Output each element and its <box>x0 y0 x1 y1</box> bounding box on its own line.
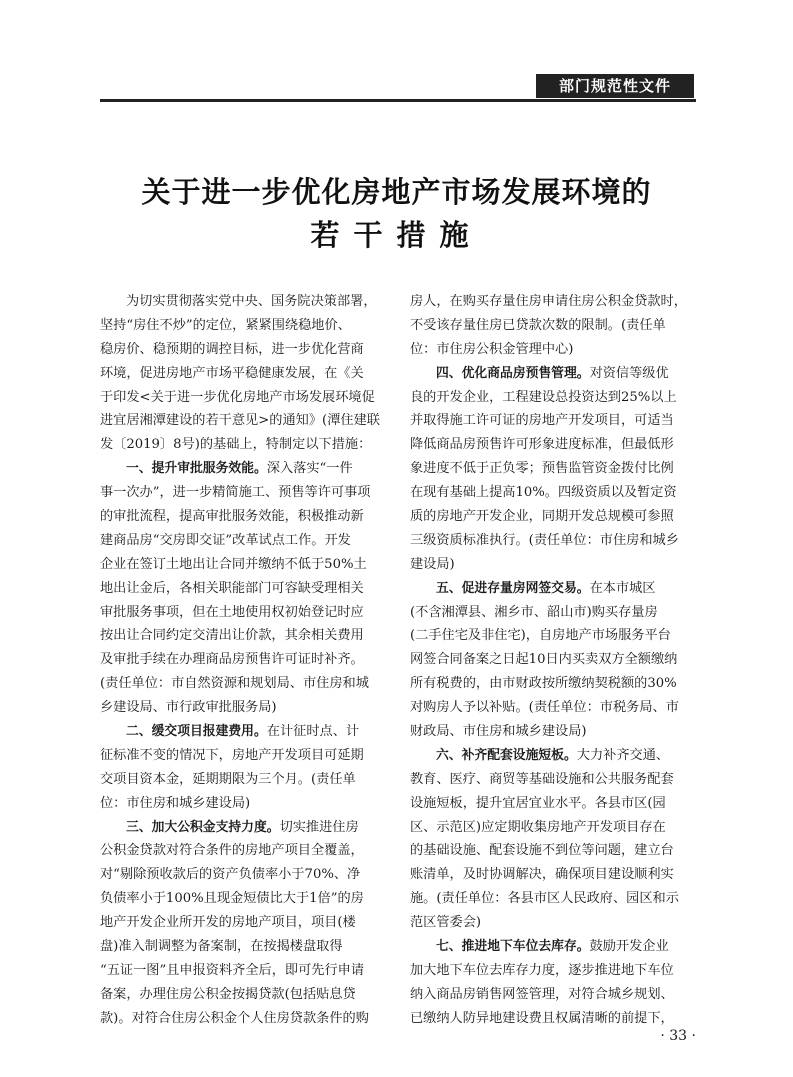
text-line <box>410 648 698 672</box>
text-line <box>100 386 388 410</box>
line-text: 稳房价、稳预期的调控目标，进一步优化营商 <box>100 341 364 357</box>
section-heading: 三、加大公积金支持力度。 <box>126 819 280 835</box>
line-text: 质的房地产开发企业，同期开发总规模可参照 <box>410 509 674 525</box>
text-line <box>410 672 698 696</box>
line-text: 位：市住房公积金管理中心) <box>410 341 574 357</box>
text-line <box>100 362 388 386</box>
text-line <box>100 959 388 983</box>
line-text: 鼓励开发企业 <box>589 939 669 955</box>
line-text: 环境，促进房地产市场平稳健康发展，在《关 <box>100 365 364 381</box>
document-title-line-2: 若干措施 <box>310 218 483 252</box>
text-line <box>100 816 388 840</box>
line-text: 房人，在购买存量住房申请住房公积金贷款时， <box>410 294 687 309</box>
text-line <box>410 696 698 720</box>
line-text: 公积金贷款对符合条件的房地产项目全覆盖， <box>100 843 364 859</box>
text-line <box>410 314 698 338</box>
line-text: 在计征时点、计 <box>266 724 360 740</box>
text-line <box>100 457 388 481</box>
line-text: 网签合同备案之日起10日内买卖双方全额缴纳 <box>410 652 678 668</box>
line-text: 在本市城区 <box>589 580 656 596</box>
line-text: 建商品房“交房即交证”改革试点工作。开发 <box>100 532 351 548</box>
text-line <box>410 911 698 935</box>
text-line <box>100 935 388 959</box>
text-line <box>100 529 388 553</box>
line-text: 建设局) <box>410 556 455 572</box>
line-text: 盘)准入制调整为备案制，在按揭楼盘取得 <box>100 939 343 955</box>
line-text: 三级资质标准执行。(责任单位：市住房和城乡 <box>410 532 679 548</box>
line-text: 及审批手续在办理商品房预售许可证时补齐。 <box>100 652 364 668</box>
text-line <box>410 624 698 648</box>
line-text: 的基础设施、配套设施不到位等问题，建立台 <box>410 843 674 859</box>
text-line <box>100 1007 388 1031</box>
text-line <box>100 720 388 744</box>
section-heading: 一、提升审批服务效能。 <box>126 461 267 477</box>
header-rule <box>100 99 696 102</box>
line-text: 发〔2019〕8号)的基础上，特制定以下措施： <box>100 437 372 453</box>
text-line <box>100 696 388 720</box>
text-line <box>100 768 388 792</box>
line-text: 象进度不低于正负零；预售监管资金拨付比例 <box>410 461 674 477</box>
line-text: 财政局、市住房和城乡建设局) <box>410 724 587 740</box>
line-text: 于印发<关于进一步优化房地产市场发展环境促 <box>100 389 375 405</box>
line-text: 良的开发企业，工程建设总投资达到25%以上 <box>410 389 677 405</box>
text-line <box>100 553 388 577</box>
text-line <box>100 839 388 863</box>
text-line <box>410 409 698 433</box>
line-text: 在现有基础上提高10%。四级资质以及暂定资 <box>410 485 677 501</box>
text-line <box>100 290 388 314</box>
text-line <box>410 983 698 1007</box>
line-text: 地产开发企业所开发的房地产项目，项目(楼 <box>100 915 356 931</box>
right-text-column <box>410 290 698 1031</box>
text-line <box>410 768 698 792</box>
line-text: 对“剔除预收款后的资产负债率小于70%、净 <box>100 867 361 883</box>
line-text: 加大地下车位去库存力度，逐步推进地下车位 <box>410 962 674 978</box>
text-line <box>410 887 698 911</box>
line-text: 进宜居湘潭建设的若干意见>的通知》(潭住建联 <box>100 413 380 429</box>
line-text: 已缴纳人防异地建设费且权属清晰的前提下， <box>410 1010 674 1026</box>
text-line <box>100 409 388 433</box>
text-line <box>410 386 698 410</box>
line-text: 负债率小于100%且现金短债比大于1倍”的房 <box>100 891 364 907</box>
text-line <box>100 577 388 601</box>
line-text: 深入落实“一件 <box>266 461 353 477</box>
text-line <box>410 481 698 505</box>
line-text: 并取得施工许可证的房地产开发项目，可适当 <box>410 413 674 429</box>
line-text: (责任单位：市自然资源和规划局、市住房和城 <box>100 676 369 692</box>
line-text: 的审批流程，提高审批服务效能，积极推动新 <box>100 509 364 525</box>
text-line <box>100 505 388 529</box>
line-text: (不含湘潭县、湘乡市、韶山市)购买存量房 <box>410 604 658 620</box>
line-text: 交项目资本金，延期期限为三个月。(责任单 <box>100 771 356 787</box>
left-text-column <box>100 290 388 1031</box>
line-text: 所有税费的，由市财政按所缴纳契税额的30% <box>410 676 677 692</box>
text-line <box>100 672 388 696</box>
line-text: 不受该存量住房已贷款次数的限制。(责任单 <box>410 317 666 333</box>
line-text: 对购房人予以补贴。(责任单位：市税务局、市 <box>410 700 679 716</box>
text-line <box>410 601 698 625</box>
line-text: 区、示范区)应定期收集房地产开发项目存在 <box>410 819 666 835</box>
line-text: 施。(责任单位：各县市区人民政府、园区和示 <box>410 891 679 907</box>
text-line <box>410 744 698 768</box>
text-line <box>410 935 698 959</box>
text-line <box>410 839 698 863</box>
text-line <box>410 720 698 744</box>
line-text: 账清单，及时协调解决，确保项目建设顺利实 <box>410 867 674 883</box>
text-line <box>410 792 698 816</box>
text-line <box>100 481 388 505</box>
text-line <box>100 887 388 911</box>
line-text: 征标准不变的情况下，房地产开发项目可延期 <box>100 747 364 763</box>
line-text: 范区管委会) <box>410 915 482 931</box>
line-text: 教育、医疗、商贸等基础设施和公共服务配套 <box>410 771 674 787</box>
line-text: 为切实贯彻落实党中央、国务院决策部署， <box>126 294 377 309</box>
text-line <box>410 529 698 553</box>
text-line <box>100 983 388 1007</box>
text-line <box>410 290 698 314</box>
section-tag: 部门规范性文件 <box>536 74 694 98</box>
text-line <box>410 577 698 601</box>
text-line <box>410 553 698 577</box>
text-line <box>100 744 388 768</box>
text-line <box>410 505 698 529</box>
section-heading: 二、缓交项目报建费用。 <box>126 724 267 740</box>
text-line <box>100 648 388 672</box>
text-line <box>100 863 388 887</box>
text-line <box>410 816 698 840</box>
line-text: 乡建设局、市行政审批服务局) <box>100 700 277 716</box>
line-text: 坚持“房住不炒”的定位，紧紧围绕稳地价、 <box>100 317 351 333</box>
line-text: 地出让金后，各相关职能部门可容缺受理相关 <box>100 580 364 596</box>
line-text: 设施短板，提升宜居宜业水平。各县市区(园 <box>410 795 666 811</box>
section-heading: 五、促进存量房网签交易。 <box>436 580 590 596</box>
text-line <box>100 314 388 338</box>
document-title-line-1: 关于进一步优化房地产市场发展环境的 <box>141 175 652 209</box>
line-text: 事一次办”，进一步精简施工、预售等许可事项 <box>100 485 371 501</box>
text-line <box>410 457 698 481</box>
line-text: 对资信等级优 <box>589 365 669 381</box>
text-line <box>100 601 388 625</box>
line-text: 备案，办理住房公积金按揭贷款(包括贴息贷 <box>100 986 356 1002</box>
line-text: 降低商品房预售许可形象进度标准，但最低形 <box>410 437 674 453</box>
text-line <box>410 362 698 386</box>
line-text: 按出让合同约定交清出让价款，其余相关费用 <box>100 628 364 644</box>
section-heading: 六、补齐配套设施短板。 <box>436 747 577 763</box>
line-text: (二手住宅及非住宅)，自房地产市场服务平台 <box>410 628 671 644</box>
text-line <box>100 911 388 935</box>
section-heading: 七、推进地下车位去库存。 <box>436 939 590 955</box>
line-text: “五证一图”且申报资料齐全后，即可先行申请 <box>100 962 365 978</box>
line-text: 款)。对符合住房公积金个人住房贷款条件的购 <box>100 1010 369 1026</box>
text-line <box>410 959 698 983</box>
text-line <box>100 624 388 648</box>
text-line <box>410 433 698 457</box>
line-text: 大力补齐交通、 <box>576 747 670 763</box>
text-line <box>100 433 388 457</box>
line-text: 纳入商品房销售网签管理，对符合城乡规划、 <box>410 986 674 1002</box>
line-text: 审批服务事项，但在土地使用权初始登记时应 <box>100 604 364 620</box>
page-number: · 33 · <box>660 1028 696 1044</box>
line-text: 切实推进住房 <box>279 819 359 835</box>
section-heading: 四、优化商品房预售管理。 <box>436 365 590 381</box>
text-line <box>410 863 698 887</box>
text-line <box>100 792 388 816</box>
line-text: 位：市住房和城乡建设局) <box>100 795 251 811</box>
text-line <box>410 338 698 362</box>
line-text: 企业在签订土地出让合同并缴纳不低于50%土 <box>100 556 367 572</box>
text-line <box>100 338 388 362</box>
